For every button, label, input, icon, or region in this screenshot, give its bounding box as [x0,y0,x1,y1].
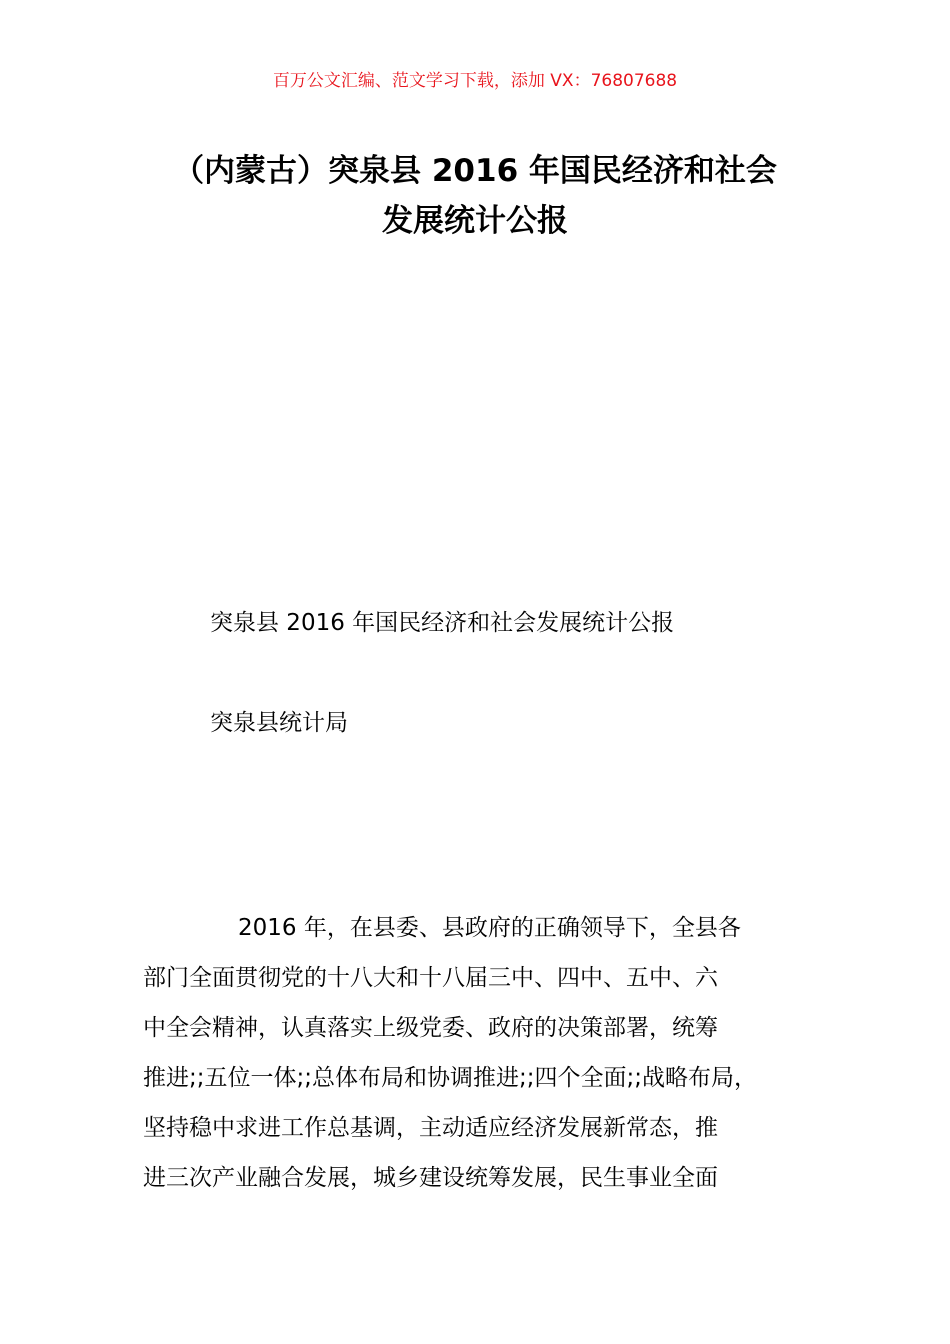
document-subtitle: 突泉县 2016 年国民经济和社会发展统计公报 [210,610,675,636]
body-line: 中全会精神，认真落实上级党委、政府的决策部署，统筹 [143,1015,718,1041]
body-line: 2016 年，在县委、县政府的正确领导下，全县各 [238,915,741,941]
body-line: 部门全面贯彻党的十八大和十八届三中、四中、五中、六 [143,965,718,991]
document-title [0,146,950,246]
body-paragraph [143,903,807,1203]
body-line: 进三次产业融合发展，城乡建设统筹发展，民生事业全面 [143,1165,718,1191]
body-line: 推进;;五位一体;;总体布局和协调推进;;四个全面;;战略布局， [143,1065,757,1091]
title-line-1: （内蒙古）突泉县 2016 年国民经济和社会 [173,153,777,189]
title-line-2: 发展统计公报 [382,203,568,239]
body-line: 坚持稳中求进工作总基调，主动适应经济发展新常态，推 [143,1115,718,1141]
header-watermark-note: 百万公文汇编、范文学习下载，添加 VX：76807688 [272,71,678,91]
document-author: 突泉县统计局 [210,710,348,736]
